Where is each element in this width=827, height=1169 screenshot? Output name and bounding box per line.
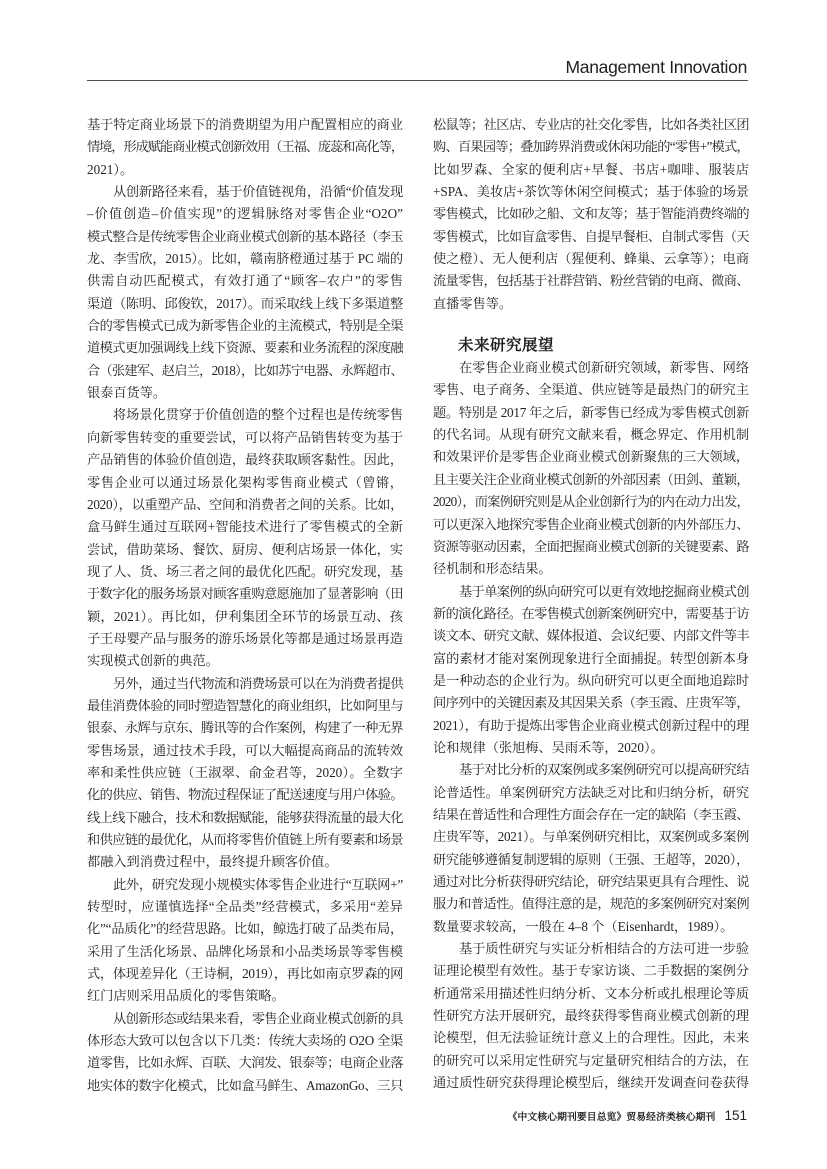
text-line: 2020），以重塑产品、空间和消费者之间的关系。比如， <box>87 496 403 512</box>
text-line: 2021）。 <box>87 161 134 177</box>
text-line: 零售场景，通过技术手段，可以大幅提高商品的流转效 <box>87 742 403 758</box>
text-line: 直播零售等。 <box>433 295 513 311</box>
text-line: 式，体现差异化（王诗桐，2019），再比如南京罗森的网 <box>87 966 403 982</box>
text-line: 题。特别是 2017 年之后，新零售已经成为零售模式创新 <box>433 404 749 420</box>
text-line: 零售模式，比如砂之船、文和友等；基于智能消费终端的 <box>433 206 749 222</box>
text-line: 论普适性。单案例研究方法缺乏对比和归纳分析，研究 <box>433 784 749 800</box>
paragraph-continued <box>87 114 403 181</box>
text-line: 研究能够遵循复制逻辑的原则（王强、王超等，2020）， <box>433 851 749 867</box>
text-line: 论和规律（张旭梅、吴雨禾等，2020）。 <box>433 739 664 755</box>
text-line: 于数字化的服务场景对顾客重购意愿施加了显著影响（田 <box>87 586 403 602</box>
text-line: 论模型，但无法验证统计意义上的合理性。因此，未来 <box>433 1030 749 1046</box>
text-line: 产品销售的体验价值创造，最终获取顾客黏性。因此， <box>87 452 403 468</box>
text-line: 性研究方法开展研究，最终获得零售商业模式创新的理 <box>433 1008 749 1024</box>
text-line: 数量要求较高，一般在 4–8 个（Eisenhardt，1989）。 <box>433 918 734 934</box>
text-line: 龙、李雪欣，2015）。比如，赣南脐橙通过基于 PC 端的 <box>87 251 403 267</box>
text-line: 基于质性研究与实证分析相结合的方法可进一步验 <box>459 941 749 957</box>
text-line: 析通常采用描述性归纳分析、文本分析或扎根理论等质 <box>433 985 749 1001</box>
text-line: 资源等驱动因素，全面把握商业模式创新的关键要素、路 <box>433 538 749 554</box>
running-head-journal-title: Management Innovation <box>565 57 747 77</box>
text-line: 供需自动匹配模式，有效打通了“顾客–农户”的零售 <box>87 273 403 289</box>
text-line: 向新零售转变的重要尝试，可以将产品销售转变为基于 <box>87 429 403 445</box>
paragraph <box>433 759 749 938</box>
text-line: 银泰百货等。 <box>87 385 167 401</box>
text-line: 此外，研究发现小规模实体零售企业进行“互联网+” <box>113 876 403 892</box>
paragraph <box>87 1008 403 1097</box>
text-line: 合（张建军、赵启兰，2018），比如苏宁电器、永辉超市、 <box>87 362 403 378</box>
text-line: 实现模式创新的典范。 <box>87 653 219 669</box>
text-line: 从创新路径来看，基于价值链视角，沿循“价值发现 <box>113 184 403 200</box>
text-line: 零售企业可以通过场景化架构零售商业模式（曾锵， <box>87 474 403 490</box>
text-line: 银泰、永辉与京东、腾讯等的合作案例，构建了一种无界 <box>87 720 403 736</box>
text-line: 通过质性研究获得理论模型后，继续开发调查问卷获得 <box>433 1075 749 1091</box>
text-line: 庄贵军等，2021）。与单案例研究相比，双案例或多案例 <box>433 829 749 845</box>
text-line: +SPA、美妆店+茶饮等休闲空间模式；基于体验的场景 <box>433 184 749 200</box>
header-rule <box>87 80 748 81</box>
paragraph <box>87 181 403 404</box>
text-line: 2020），而案例研究则是从企业创新行为的内在动力出发， <box>433 494 749 510</box>
text-line: 通过对比分析获得研究结论，研究结果更具有合理性、说 <box>433 874 749 889</box>
text-line: 证理论模型有效性。基于专家访谈、二手数据的案例分 <box>433 963 749 979</box>
text-line: 从创新形态或结果来看，零售企业商业模式创新的具 <box>113 1010 403 1026</box>
text-line: 径机制和形态结果。 <box>433 561 552 577</box>
text-line: 购、百果园等；叠加跨界消费或休闲功能的“零售+”模式， <box>433 139 749 155</box>
text-line: 转型时，应谨慎选择“全品类”经营模式，多采用“差异 <box>87 899 403 915</box>
text-line: 且主要关注企业商业模式创新的外部因素（田剑、董颖， <box>433 471 749 487</box>
page-number: 151 <box>724 1108 747 1123</box>
left-column <box>87 114 403 1097</box>
text-line: 红门店则采用品质化的零售策略。 <box>87 988 285 1004</box>
text-line: 和效果评价是零售企业商业模式创新聚焦的三大领域， <box>433 449 749 465</box>
text-line: 情境，形成赋能商业模式创新效用（王福、庞蕊和高化等， <box>87 139 403 155</box>
text-line: 体形态大致可以包含以下几类：传统大卖场的 O2O 全渠 <box>87 1033 403 1049</box>
text-line: 可以更深入地探究零售企业商业模式创新的内外部压力、 <box>433 516 749 532</box>
text-line: 2021），有助于提炼出零售企业商业模式创新过程中的理 <box>433 717 749 733</box>
paragraph <box>433 581 749 760</box>
text-line: 另外，通过当代物流和消费场景可以在为消费者提供 <box>113 675 403 691</box>
text-line: 尝试，借助菜场、餐饮、厨房、便利店场景一体化，实 <box>87 541 403 557</box>
text-line: 在零售企业商业模式创新研究领域，新零售、网络 <box>459 360 749 376</box>
paragraph <box>87 874 403 1008</box>
text-line: 比如罗森、全家的便利店+早餐、书店+咖啡、服装店 <box>433 161 749 177</box>
text-line: 松鼠等；社区店、专业店的社交化零售，比如各类社区团 <box>433 117 749 132</box>
text-line: 谈文本、研究文献、媒体报道、会议纪要、内部文件等丰 <box>433 628 749 644</box>
text-line: 流量零售，包括基于社群营销、粉丝营销的电商、微商、 <box>433 273 749 289</box>
page-footer <box>508 1108 747 1123</box>
text-line: 零售模式，比如盲盒零售、自提早餐柜、自制式零售（天 <box>433 228 749 244</box>
paragraph-continued <box>433 114 749 315</box>
text-line: 最佳消费体验的同时塑造智慧化的商业组织，比如阿里与 <box>87 697 403 713</box>
right-column <box>433 114 749 1094</box>
text-line: 率和柔性供应链（王淑翠、俞金君等，2020）。全数字 <box>87 764 403 780</box>
text-line: 现了人、货、场三者之间的最优化匹配。研究发现，基 <box>87 563 403 579</box>
text-line: 结果在普适性和合理性方面会存在一定的缺陷（李玉霞、 <box>433 806 749 822</box>
text-line: 服力和普适性。值得注意的是，规范的多案例研究对案例 <box>433 896 749 912</box>
text-line: 子王母婴产品与服务的游乐场景化等都是通过场景再造 <box>87 630 403 646</box>
text-line: 渠道（陈明、邱俊钦，2017）。而采取线上线下多渠道整 <box>87 295 403 311</box>
paragraph <box>433 938 749 1094</box>
text-line: 间序列中的关键因素及其因果关系（李玉霞、庄贵军等， <box>433 695 749 711</box>
text-line: 都融入到消费过程中，最终提升顾客价值。 <box>87 854 338 870</box>
text-line: 化”“品质化”的经营思路。比如，鲸选打破了品类布局， <box>87 921 403 937</box>
text-line: 将场景化贯穿于价值创造的整个过程也是传统零售 <box>113 407 403 423</box>
paragraph <box>87 404 403 672</box>
text-line: 和供应链的最优化，从而将零售价值链上所有要素和场景 <box>87 832 403 847</box>
text-line: 道模式更加强调线上线下资源、要素和业务流程的深度融 <box>87 340 403 356</box>
text-line: 基于对比分析的双案例或多案例研究可以提高研究结 <box>459 762 749 778</box>
text-line: 的代名词。从现有研究文献来看，概念界定、作用机制 <box>433 427 749 443</box>
core-journal-note: 《中文核心期刊要目总览》贸易经济类核心期刊 <box>507 1112 716 1123</box>
text-line: 道零售，比如永辉、百联、大润发、银泰等；电商企业落 <box>87 1055 403 1071</box>
text-line: 基于特定商业场景下的消费期望为用户配置相应的商业 <box>87 117 403 132</box>
text-line: 颖，2021）。再比如，伊利集团全环节的场景互动、孩 <box>87 608 403 624</box>
text-line: 零售、电子商务、全渠道、供应链等是最热门的研究主 <box>433 382 749 398</box>
text-line: 新的演化路径。在零售模式创新案例研究中，需要基于访 <box>433 605 749 621</box>
text-line: 地实体的数字化模式，比如盒马鲜生、AmazonGo、三只 <box>87 1077 403 1093</box>
text-line: 化的供应、销售、物流过程保证了配送速度与用户体验。 <box>87 787 403 803</box>
text-line: 合的零售模式已成为新零售企业的主流模式，特别是全渠 <box>87 318 403 334</box>
paragraph <box>87 673 403 874</box>
section-heading: 未来研究展望 <box>458 337 555 355</box>
text-line: 采用了生活化场景、品牌化场景和小品类场景等零售模 <box>87 943 403 959</box>
text-line: –价值创造–价值实现”的逻辑脉络对零售企业“O2O” <box>87 206 403 222</box>
paragraph <box>433 357 749 580</box>
text-line: 的研究可以采用定性研究与定量研究相结合的方法，在 <box>433 1052 749 1068</box>
text-line: 盒马鲜生通过互联网+智能技术进行了零售模式的全新 <box>87 519 403 535</box>
text-line: 富的素材才能对案例现象进行全面捕捉。转型创新本身 <box>433 650 749 666</box>
text-line: 是一种动态的企业行为。纵向研究可以更全面地追踪时 <box>433 672 749 688</box>
text-line: 使之橙）、无人便利店（猩便利、蜂巢、云拿等）；电商 <box>433 251 749 267</box>
text-line: 线上线下融合，技术和数据赋能，能够获得流量的最大化 <box>87 809 403 825</box>
text-line: 基于单案例的纵向研究可以更有效地挖掘商业模式创 <box>459 583 749 599</box>
text-line: 模式整合是传统零售企业商业模式创新的基本路径（李玉 <box>87 228 403 244</box>
